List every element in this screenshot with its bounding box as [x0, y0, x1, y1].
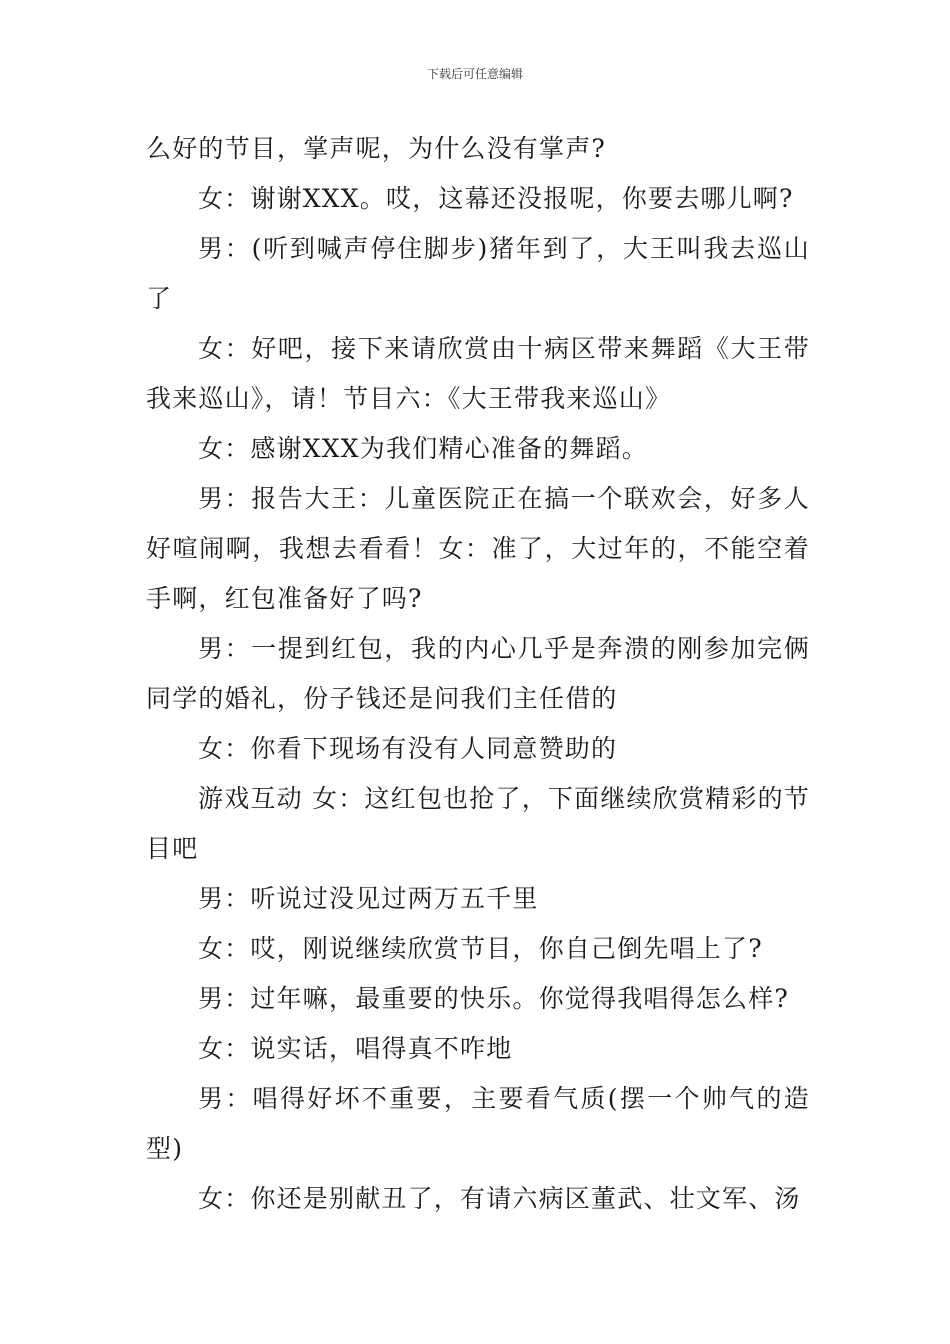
- paragraph-11: 女：哎，刚说继续欣赏节目，你自己倒先唱上了?: [198, 934, 763, 963]
- page-header-note: 下载后可任意编辑: [426, 67, 523, 81]
- paragraph-13: 女：说实话，唱得真不咋地: [198, 1034, 513, 1063]
- paragraph-1: 么好的节目，掌声呢，为什么没有掌声?: [146, 134, 607, 163]
- paragraph-9: 游戏互动 女：这红包也抢了，下面继续欣赏精彩的节目吧: [146, 784, 810, 863]
- paragraph-15: 女：你还是别献丑了，有请六病区董武、壮文军、汤: [198, 1184, 801, 1213]
- paragraph-10: 男：听说过没见过两万五千里: [198, 884, 539, 913]
- paragraph-14: 男：唱得好坏不重要，主要看气质(摆一个帅气的造型): [146, 1084, 810, 1163]
- paragraph-5: 女：感谢XXX为我们精心准备的舞蹈。: [198, 434, 648, 463]
- paragraph-6: 男：报告大王：儿童医院正在搞一个联欢会，好多人好喧闹啊，我想去看看！女：准了，大过年的，不能空着手啊，红包准备好了吗?: [146, 484, 810, 613]
- paragraph-12: 男：过年嘛，最重要的快乐。你觉得我唱得怎么样?: [198, 984, 790, 1013]
- document-body: [146, 124, 810, 1224]
- paragraph-8: 女：你看下现场有没有人同意赞助的: [198, 734, 618, 763]
- paragraph-2: 女：谢谢XXX。哎，这幕还没报呢，你要去哪儿啊?: [198, 184, 794, 213]
- paragraph-4: 女：好吧，接下来请欣赏由十病区带来舞蹈《大王带我来巡山》，请！节目六：《大王带我来巡山》: [146, 334, 810, 413]
- paragraph-7: 男：一提到红包，我的内心几乎是奔溃的刚参加完俩同学的婚礼，份子钱还是问我们主任借的: [146, 634, 810, 713]
- paragraph-3: 男：(听到喊声停住脚步)猪年到了，大王叫我去巡山了: [146, 234, 810, 313]
